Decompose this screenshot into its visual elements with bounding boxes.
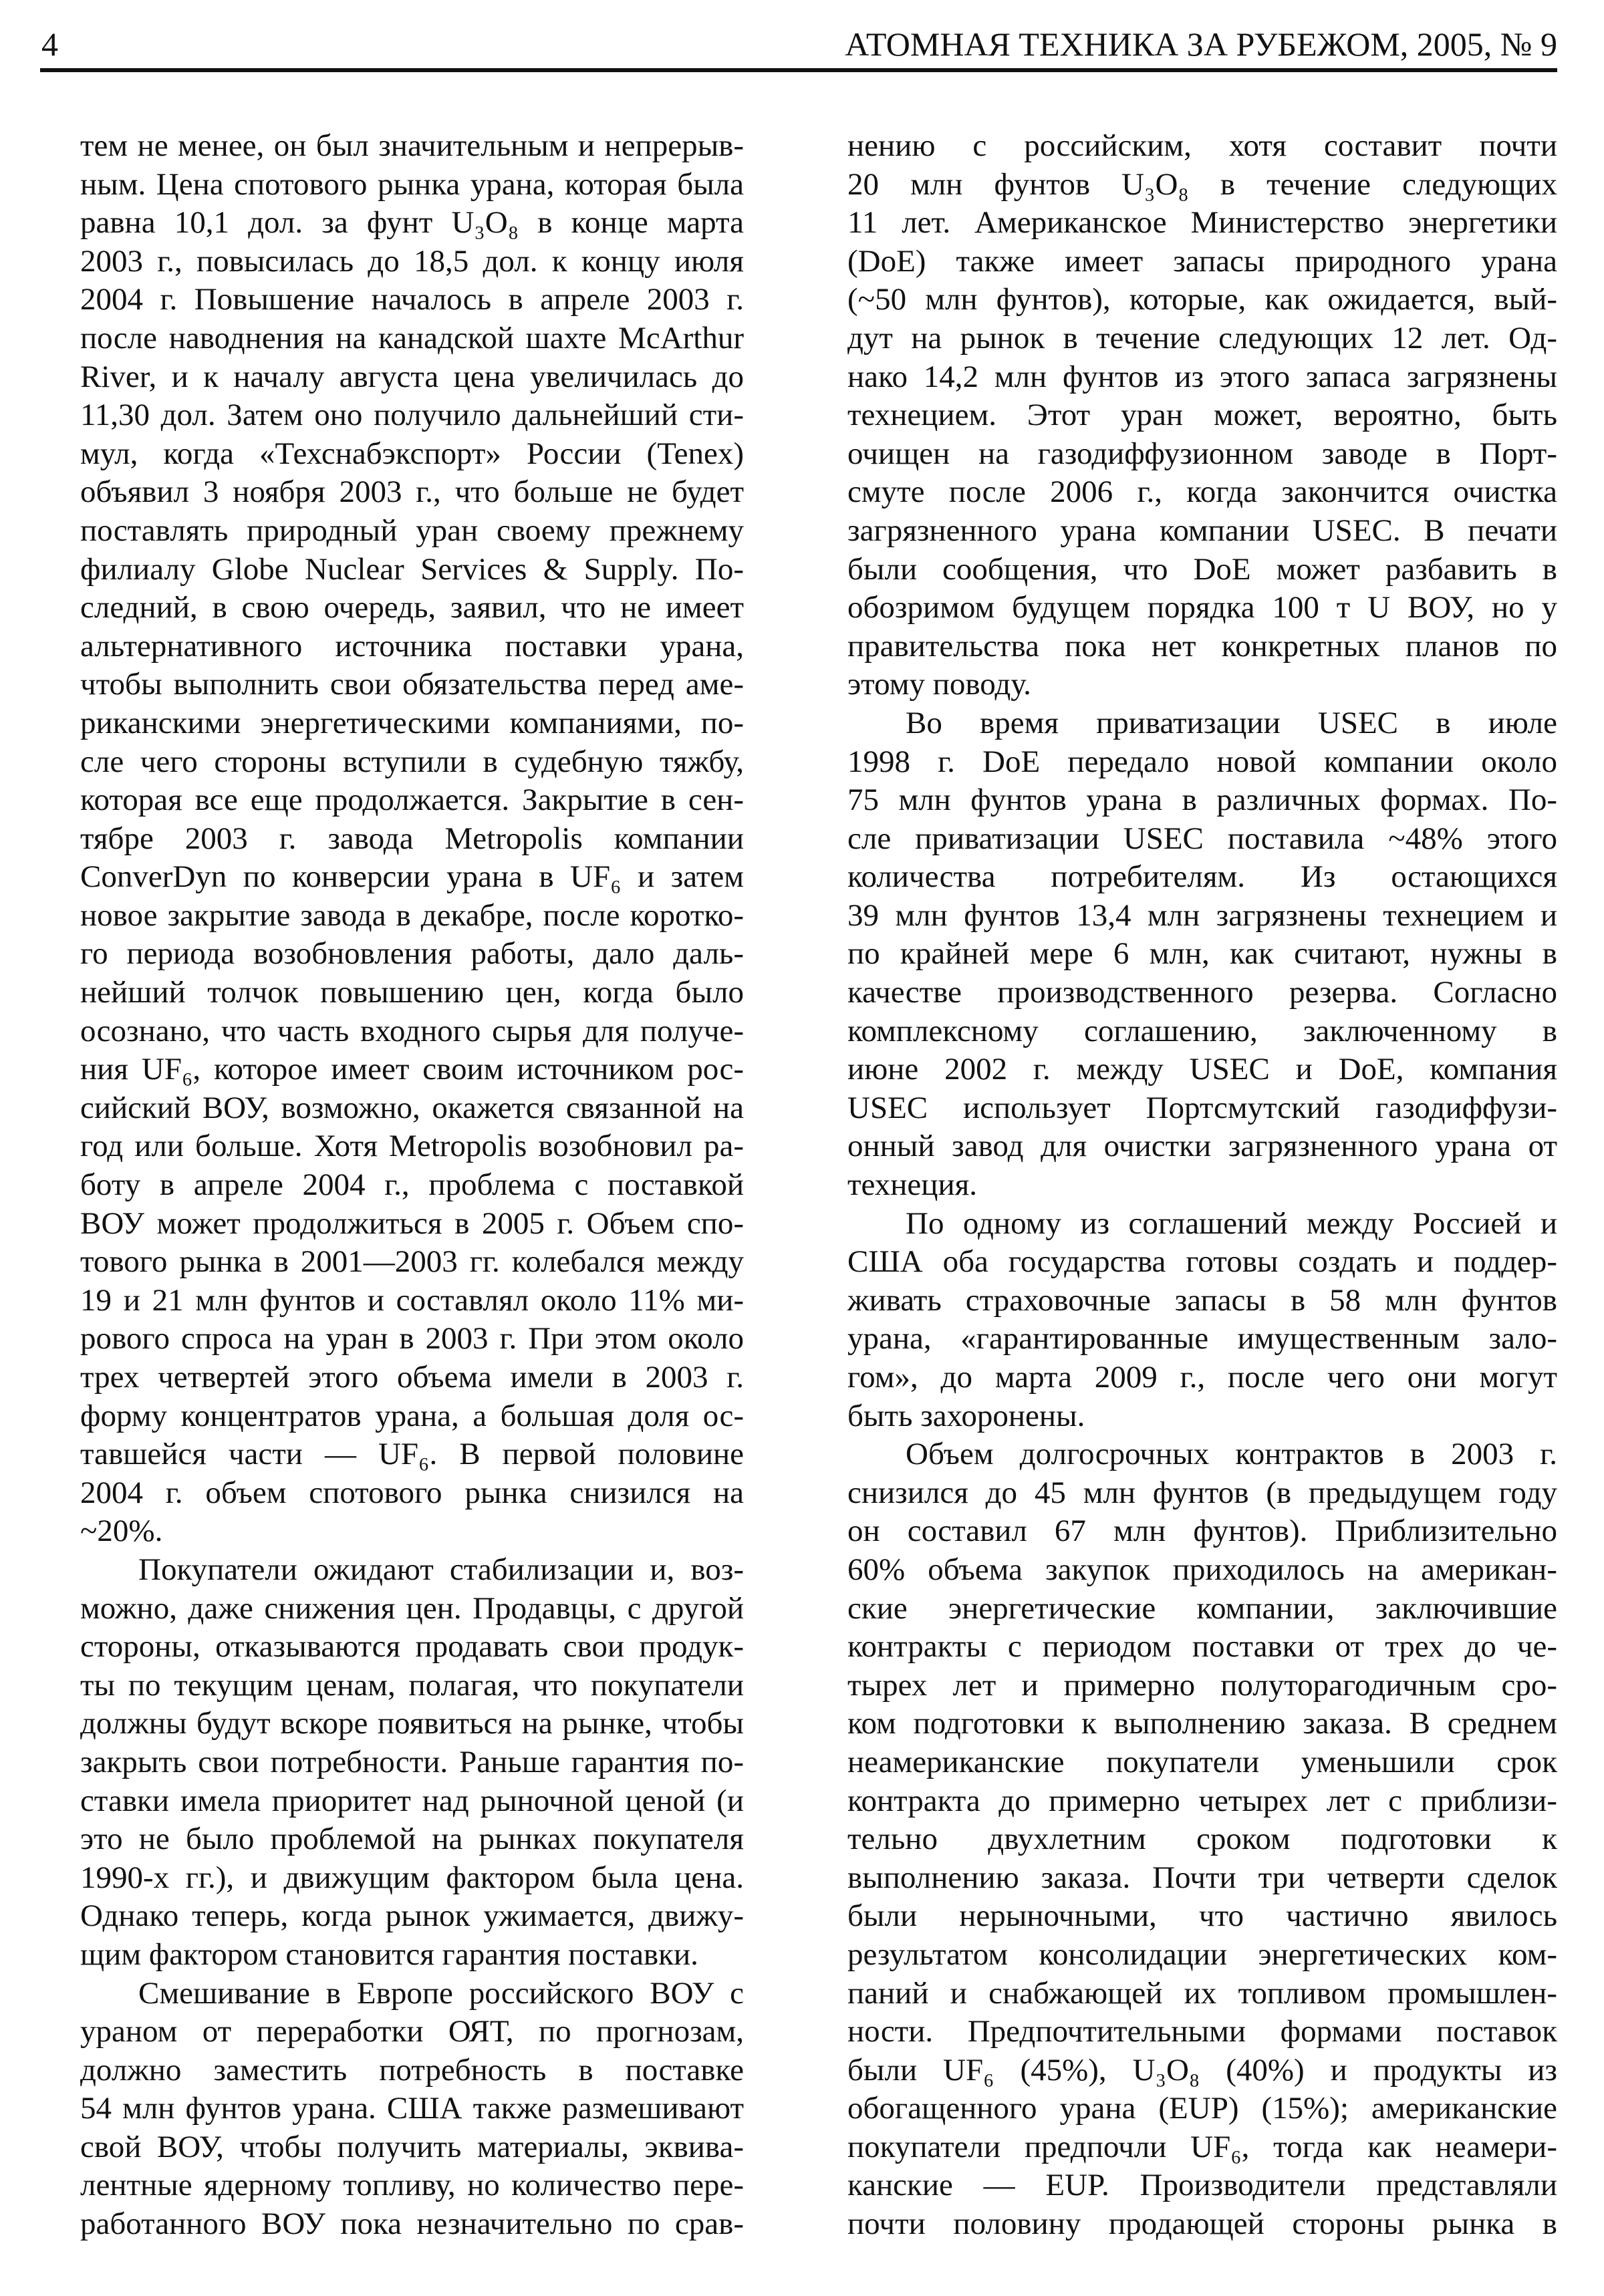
left-column xyxy=(80,127,744,2244)
text-line: неамериканские покупатели уменьшили срок xyxy=(847,1744,1557,1779)
text-line: тябре 2003 г. завода Metropolis компании xyxy=(80,821,744,856)
text-line: ния UF₆, которое имеет своим источником рос- xyxy=(80,1052,744,1087)
text-line: ным. Цена спотового рынка урана, которая была xyxy=(80,166,744,202)
text-line: закрыть свои потребности. Раньше гарантия по- xyxy=(80,1744,744,1779)
text-line: 1998 г. DoE передало новой компании около xyxy=(847,744,1557,779)
text-line: щим фактором становится гарантия поставки. xyxy=(80,1936,698,1972)
text-line: очищен на газодиффузионном заводе в Порт- xyxy=(847,436,1557,471)
text-line: поставлять природный уран своему прежнему xyxy=(80,513,744,548)
text-line: равна 10,1 дол. за фунт U₃O₈ в конце марта xyxy=(80,205,744,241)
text-line: онный завод для очистки загрязненного урана от xyxy=(847,1129,1557,1164)
text-line: 2003 г., повысилась до 18,5 дол. к концу июля xyxy=(80,243,744,279)
text-line: следний, в свою очередь, заявил, что не имеет xyxy=(80,590,744,625)
text-line: Покупатели ожидают стабилизации и, воз- xyxy=(138,1552,744,1587)
text-line: 60% объема закупок приходилось на американ- xyxy=(847,1552,1557,1587)
text-line: 2004 г. Повышение началось в апреле 2003 г. xyxy=(80,282,744,317)
text-line: сийский ВОУ, возможно, окажется связанной на xyxy=(80,1090,744,1125)
text-line: свой ВОУ, чтобы получить материалы, эквива- xyxy=(80,2129,744,2164)
text-line: лентные ядерному топливу, но количество пере- xyxy=(80,2168,744,2203)
text-line: качестве производственного резерва. Согласно xyxy=(847,975,1557,1010)
text-line: нению с российским, хотя составит почти xyxy=(847,128,1557,163)
text-line: риканскими энергетическими компаниями, по- xyxy=(80,705,744,740)
text-line: правительства пока нет конкретных планов по xyxy=(847,628,1557,664)
text-line: количества потребителям. Из остающихся xyxy=(847,859,1557,895)
text-line: Однако теперь, когда рынок ужимается, движу- xyxy=(80,1898,744,1934)
text-line: должны будут вскоре появиться на рынке, чтобы xyxy=(80,1706,744,1741)
text-line: Объем долгосрочных контрактов в 2003 г. xyxy=(906,1437,1557,1472)
text-line: живать страховочные запасы в 58 млн фунтов xyxy=(847,1282,1557,1318)
text-line: почти половину продающей стороны рынка в xyxy=(847,2206,1557,2242)
text-line: должно заместить потребность в поставке xyxy=(80,2052,744,2088)
text-line: 19 и 21 млн фунтов и составлял около 11% ми- xyxy=(80,1282,744,1318)
text-line: объявил 3 ноября 2003 г., что больше не будет xyxy=(80,474,744,510)
text-line: год или больше. Хотя Metropolis возобновил ра- xyxy=(80,1129,744,1164)
text-line: результатом консолидации энергетических ком- xyxy=(847,1936,1557,1972)
paragraph xyxy=(847,1205,1557,1436)
text-line: По одному из соглашений между Россией и xyxy=(906,1205,1557,1241)
text-line: 11,30 дол. Затем оно получило дальнейший сти- xyxy=(80,398,744,433)
text-line: 20 млн фунтов U₃O₈ в течение следующих xyxy=(847,166,1557,202)
text-line: канские — EUP. Производители представляли xyxy=(847,2168,1557,2203)
text-line: USEC использует Портсмутский газодиффузи- xyxy=(847,1090,1557,1125)
text-line: контракта до примерно четырех лет с приблизи- xyxy=(847,1783,1557,1818)
text-line: новое закрытие завода в декабре, после коротко- xyxy=(80,897,744,933)
paragraph xyxy=(847,704,1557,1205)
text-line: которая все еще продолжается. Закрытие в сен- xyxy=(80,782,744,818)
paragraph xyxy=(847,1435,1557,2243)
text-line: боту в апреле 2004 г., проблема с поставкой xyxy=(80,1167,744,1203)
text-line: были UF₆ (45%), U₃O₈ (40%) и продукты из xyxy=(847,2052,1557,2088)
page-number: 4 xyxy=(41,25,58,63)
text-line: тельно двухлетним сроком подготовки к xyxy=(847,1822,1557,1857)
text-line: комплексному соглашению, заключенному в xyxy=(847,1013,1557,1048)
text-line: ком подготовки к выполнению заказа. В среднем xyxy=(847,1706,1557,1741)
text-line: 2004 г. объем спотового рынка снизился на xyxy=(80,1475,744,1510)
text-line: филиалу Globe Nuclear Services & Supply. По- xyxy=(80,551,744,587)
text-line: 39 млн фунтов 13,4 млн загрязнены технецием и xyxy=(847,897,1557,933)
header-rule xyxy=(40,68,1557,72)
text-line: сле чего стороны вступили в судебную тяжбу, xyxy=(80,744,744,779)
running-header: АТОМНАЯ ТЕХНИКА ЗА РУБЕЖОМ, 2005, № 9 xyxy=(845,25,1557,63)
text-line: 54 млн фунтов урана. США также размешивают xyxy=(80,2091,744,2126)
text-line: нако 14,2 млн фунтов из этого запаса загрязнены xyxy=(847,359,1557,394)
text-line: урана, «гарантированные имущественным зало- xyxy=(847,1321,1557,1356)
text-line: это не было проблемой на рынках покупателя xyxy=(80,1822,744,1857)
text-line: ставки имела приоритет над рыночной ценой (и xyxy=(80,1783,744,1818)
text-line: можно, даже снижения цен. Продавцы, с другой xyxy=(80,1590,744,1626)
text-line: 75 млн фунтов урана в различных формах. По- xyxy=(847,782,1557,818)
text-line: были сообщения, что DoE может разбавить в xyxy=(847,551,1557,587)
text-line: покупатели предпочли UF₆, тогда как неамери- xyxy=(847,2129,1557,2164)
text-line: го периода возобновления работы, дало даль- xyxy=(80,936,744,972)
text-line: обогащенного урана (EUP) (15%); американские xyxy=(847,2091,1557,2126)
text-line: паний и снабжающей их топливом промышлен- xyxy=(847,1975,1557,2011)
text-line: технеция. xyxy=(847,1167,977,1203)
text-line: обозримом будущем порядка 100 т U ВОУ, но у xyxy=(847,590,1557,625)
text-line: тем не менее, он был значительным и непрерыв- xyxy=(80,128,744,163)
text-line: тырех лет и примерно полуторагодичным сро- xyxy=(847,1667,1557,1703)
text-line: контракты с периодом поставки от трех до че- xyxy=(847,1629,1557,1665)
text-line: стороны, отказываются продавать свои продук- xyxy=(80,1629,744,1665)
text-line: форму концентратов урана, а большая доля ос- xyxy=(80,1398,744,1433)
text-line: после наводнения на канадской шахте McArthur xyxy=(80,320,744,355)
text-line: ВОУ может продолжиться в 2005 г. Объем спо- xyxy=(80,1205,744,1241)
text-line: июне 2002 г. между USEC и DoE, компания xyxy=(847,1052,1557,1087)
text-line: нейший толчок повышению цен, когда было xyxy=(80,975,744,1010)
text-line: ности. Предпочтительными формами поставок xyxy=(847,2014,1557,2049)
text-line: ураном от переработки ОЯТ, по прогнозам, xyxy=(80,2014,744,2049)
text-line: 1990-х гг.), и движущим фактором была цена. xyxy=(80,1860,744,1895)
text-line: ~20%. xyxy=(80,1514,163,1549)
text-line: работанного ВОУ пока незначительно по срав- xyxy=(80,2206,744,2242)
right-column xyxy=(847,127,1557,2244)
paragraph xyxy=(80,1551,744,1975)
text-line: (~50 млн фунтов), которые, как ожидается, вый- xyxy=(847,282,1557,317)
text-line: ты по текущим ценам, полагая, что покупатели xyxy=(80,1667,744,1703)
text-line: этому поводу. xyxy=(847,667,1031,702)
text-line: смуте после 2006 г., когда закончится очистка xyxy=(847,474,1557,510)
text-line: дут на рынок в течение следующих 12 лет. Од- xyxy=(847,320,1557,355)
text-line: тового рынка в 2001—2003 гг. колебался между xyxy=(80,1244,744,1280)
text-line: снизился до 45 млн фунтов (в предыдущем году xyxy=(847,1475,1557,1510)
text-line: гом», до марта 2009 г., после чего они могут xyxy=(847,1360,1557,1395)
text-line: Во время приватизации USEC в июле xyxy=(906,705,1557,740)
text-line: ские энергетические компании, заключившие xyxy=(847,1590,1557,1626)
text-line: 11 лет. Американское Министерство энергетики xyxy=(847,205,1557,241)
text-line: он составил 67 млн фунтов). Приблизительно xyxy=(847,1514,1557,1549)
text-line: Смешивание в Европе российского ВОУ с xyxy=(138,1975,744,2011)
paragraph xyxy=(80,127,744,1551)
text-line: были нерыночными, что частично явилось xyxy=(847,1898,1557,1934)
text-line: загрязненного урана компании USEC. В печати xyxy=(847,513,1557,548)
text-line: по крайней мере 6 млн, как считают, нужны в xyxy=(847,936,1557,972)
text-line: ConverDyn по конверсии урана в UF₆ и затем xyxy=(80,859,744,895)
text-line: выполнению заказа. Почти три четверти сделок xyxy=(847,1860,1557,1895)
text-line: тавшейся части — UF₆. В первой половине xyxy=(80,1437,744,1472)
text-line: чтобы выполнить свои обязательства перед аме- xyxy=(80,667,744,702)
text-line: (DoE) также имеет запасы природного урана xyxy=(847,243,1557,279)
paragraph xyxy=(80,1975,744,2244)
text-line: трех четвертей этого объема имели в 2003 г. xyxy=(80,1360,744,1395)
text-line: сле приватизации USEC поставила ~48% этого xyxy=(847,821,1557,856)
paragraph xyxy=(847,127,1557,704)
text-line: альтернативного источника поставки урана, xyxy=(80,628,744,664)
text-line: мул, когда «Техснабэкспорт» России (Tenex) xyxy=(80,436,744,471)
text-line: США оба государства готовы создать и поддер- xyxy=(847,1244,1557,1280)
text-line: осознано, что часть входного сырья для получе- xyxy=(80,1013,744,1048)
text-line: рового спроса на уран в 2003 г. При этом около xyxy=(80,1321,744,1356)
text-line: быть захоронены. xyxy=(847,1398,1085,1433)
text-line: технецием. Этот уран может, вероятно, быть xyxy=(847,398,1557,433)
text-line: River, и к началу августа цена увеличилась до xyxy=(80,359,744,394)
